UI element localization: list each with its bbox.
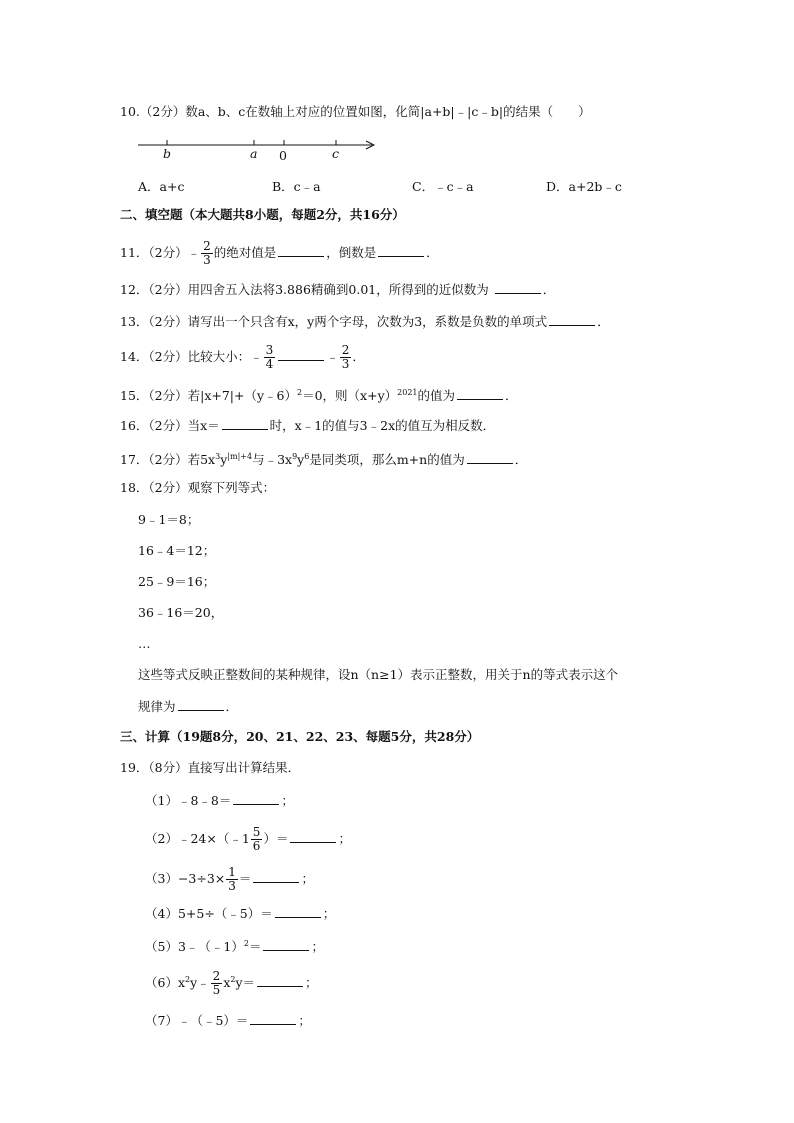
q19-stem: 19．（8分）直接写出计算结果． bbox=[120, 760, 301, 775]
answer-blank[interactable] bbox=[378, 244, 424, 257]
answer-blank[interactable] bbox=[222, 417, 268, 430]
answer-blank[interactable] bbox=[253, 870, 299, 883]
q18-equation-2: 16﹣4＝12； bbox=[138, 543, 216, 558]
answer-blank[interactable] bbox=[467, 451, 513, 464]
axis-label-zero: 0 bbox=[279, 148, 287, 163]
q19-part-6: $(6)x^2y﹣$ $\frac{2}{5}$ $x^2y=$ ； bbox=[145, 969, 318, 997]
q18-ellipsis: … bbox=[138, 636, 151, 651]
answer-blank[interactable] bbox=[278, 244, 324, 257]
q18-equation-3: 25﹣9＝16； bbox=[138, 574, 216, 589]
q12: 12．（2分）用四舍五入法将3.886精确到0.01，所得到的近似数为 ． bbox=[120, 282, 556, 297]
answer-blank[interactable] bbox=[278, 348, 324, 361]
q17: 17．（2分）若$5x^3y^{|m|+4}$与$﹣3x^9y^6$是同类项，那么m+n的值为 ． bbox=[120, 452, 528, 468]
q18-rule: 规律为 ． bbox=[138, 699, 239, 714]
q19-part-2: （2）﹣24×（﹣1 $\frac{5}{6}$ ）＝ ； bbox=[145, 825, 351, 853]
answer-blank[interactable] bbox=[257, 974, 303, 987]
q11: 11．（2分）﹣ $\frac{2}{3}$ 的绝对值是 ，倒数是 ． bbox=[120, 239, 439, 267]
section-heading-calculation: 三、计算（19题8分，20、21、22、23、每题5分，共28分） bbox=[120, 729, 480, 744]
q16: 16．（2分）当x＝ 时，x﹣1的值与3﹣2x的值互为相反数． bbox=[120, 418, 496, 433]
q10-stem: 10.（2分）数a、b、c在数轴上对应的位置如图，化简|a+b|﹣|c﹣b|的结果（ ） bbox=[120, 104, 591, 119]
answer-blank[interactable] bbox=[178, 698, 224, 711]
answer-blank[interactable] bbox=[233, 792, 279, 805]
q19-part-5: （5）3﹣（﹣1）$^2$＝ ； bbox=[145, 939, 324, 955]
answer-blank[interactable] bbox=[263, 938, 309, 951]
q14: 14．（2分）比较大小：﹣ $\frac{3}{4}$ ﹣ $\frac{2}{3}$ ． bbox=[120, 343, 365, 371]
axis-label-c: c bbox=[332, 146, 340, 161]
answer-blank[interactable] bbox=[250, 1012, 296, 1025]
q19-part-1: （1）﹣8﹣8＝ ； bbox=[145, 793, 294, 808]
q18-stem: 18．（2分）观察下列等式： bbox=[120, 480, 276, 495]
option-d[interactable]: D．a+2b﹣c bbox=[546, 179, 622, 194]
q18-description: 这些等式反映正整数间的某种规律，设n（n≥1）表示正整数，用关于n的等式表示这个 bbox=[138, 667, 619, 682]
q18-equation-4: 36﹣16＝20， bbox=[138, 605, 224, 620]
option-c[interactable]: C．﹣c﹣a bbox=[412, 179, 474, 194]
q19-part-7: （7）﹣（﹣5）＝ ； bbox=[145, 1013, 311, 1028]
axis-label-b: b bbox=[163, 146, 172, 161]
q19-part-3: （3）−3÷3× $\frac{1}{3}$ ＝ ； bbox=[145, 865, 314, 893]
answer-blank[interactable] bbox=[275, 905, 321, 918]
number-line-figure bbox=[136, 136, 382, 162]
q15: 15．（2分）若|x+7|+（y﹣6）$^2$＝0，则$(x+y)^{2021}$的值为 ． bbox=[120, 388, 518, 404]
option-b[interactable]: B．c﹣a bbox=[272, 179, 321, 194]
option-a[interactable]: A．a+c bbox=[138, 179, 185, 194]
q19-part-4: （4）5+5÷（﹣5）＝ ； bbox=[145, 906, 336, 921]
axis-label-a: a bbox=[250, 146, 258, 161]
answer-blank[interactable] bbox=[495, 281, 541, 294]
section-heading-fill-in: 二、填空题（本大题共8小题，每题2分，共16分） bbox=[120, 207, 405, 222]
answer-blank[interactable] bbox=[457, 387, 503, 400]
answer-blank[interactable] bbox=[290, 830, 336, 843]
q18-equation-1: 9﹣1＝8； bbox=[138, 512, 200, 527]
answer-blank[interactable] bbox=[549, 313, 595, 326]
q13: 13．（2分）请写出一个只含有x，y两个字母，次数为3，系数是负数的单项式 ． bbox=[120, 314, 610, 329]
